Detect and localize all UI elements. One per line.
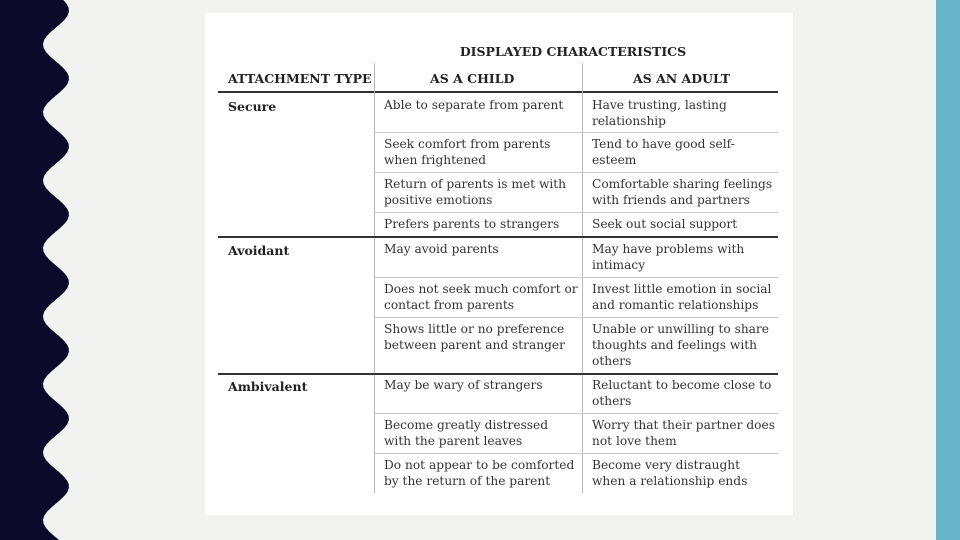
adult-characteristic: Worry that their partner does not love them: [592, 418, 775, 448]
super-header: DISPLAYED CHARACTERISTICS: [459, 44, 687, 59]
adult-characteristic: Comfortable sharing feelings with friends and partners: [592, 177, 773, 207]
child-characteristic: Shows little or no preference between parent and stranger: [384, 322, 565, 352]
child-characteristic: Does not seek much comfort or contact from parents: [384, 282, 578, 312]
group-divider: [218, 236, 778, 238]
row-divider: [374, 277, 778, 278]
child-characteristic: May be wary of strangers: [384, 378, 543, 392]
attachment-type-label: Secure: [228, 99, 277, 114]
adult-characteristic: Invest little emotion in social and romantic relationships: [592, 282, 772, 312]
row-divider: [374, 132, 778, 133]
column-divider: [582, 63, 583, 493]
attachment-type-label: Ambivalent: [228, 379, 308, 394]
adult-characteristic: Have trusting, lasting relationship: [592, 98, 727, 128]
group-divider: [218, 373, 778, 375]
header-rule: [218, 91, 778, 93]
row-divider: [374, 453, 778, 454]
child-characteristic: Return of parents is met with positive emotions: [384, 177, 567, 207]
header-as-an-adult: AS AN ADULT: [633, 71, 731, 86]
accent-bar: [936, 0, 960, 540]
attachment-type-label: Avoidant: [228, 243, 290, 258]
wave-decoration: [0, 0, 80, 540]
adult-characteristic: Become very distraught when a relationship ends: [592, 458, 748, 488]
header-as-a-child: AS A CHILD: [430, 71, 515, 86]
row-divider: [374, 172, 778, 173]
child-characteristic: Seek comfort from parents when frightened: [384, 137, 551, 167]
adult-characteristic: Seek out social support: [592, 217, 738, 231]
column-divider: [374, 63, 375, 493]
header-attachment-type: ATTACHMENT TYPE: [228, 71, 372, 86]
row-divider: [374, 413, 778, 414]
adult-characteristic: Reluctant to become close to others: [592, 378, 772, 408]
child-characteristic: Do not appear to be comforted by the return of the parent: [384, 458, 575, 488]
row-divider: [374, 317, 778, 318]
table-image: [205, 13, 793, 515]
row-divider: [374, 212, 778, 213]
adult-characteristic: Tend to have good self-esteem: [592, 137, 735, 167]
adult-characteristic: Unable or unwilling to share thoughts and feelings with others: [592, 322, 769, 368]
child-characteristic: Able to separate from parent: [384, 98, 564, 112]
child-characteristic: May avoid parents: [384, 242, 499, 256]
adult-characteristic: May have problems with intimacy: [592, 242, 745, 272]
child-characteristic: Prefers parents to strangers: [384, 217, 560, 231]
child-characteristic: Become greatly distressed with the parent leaves: [384, 418, 549, 448]
